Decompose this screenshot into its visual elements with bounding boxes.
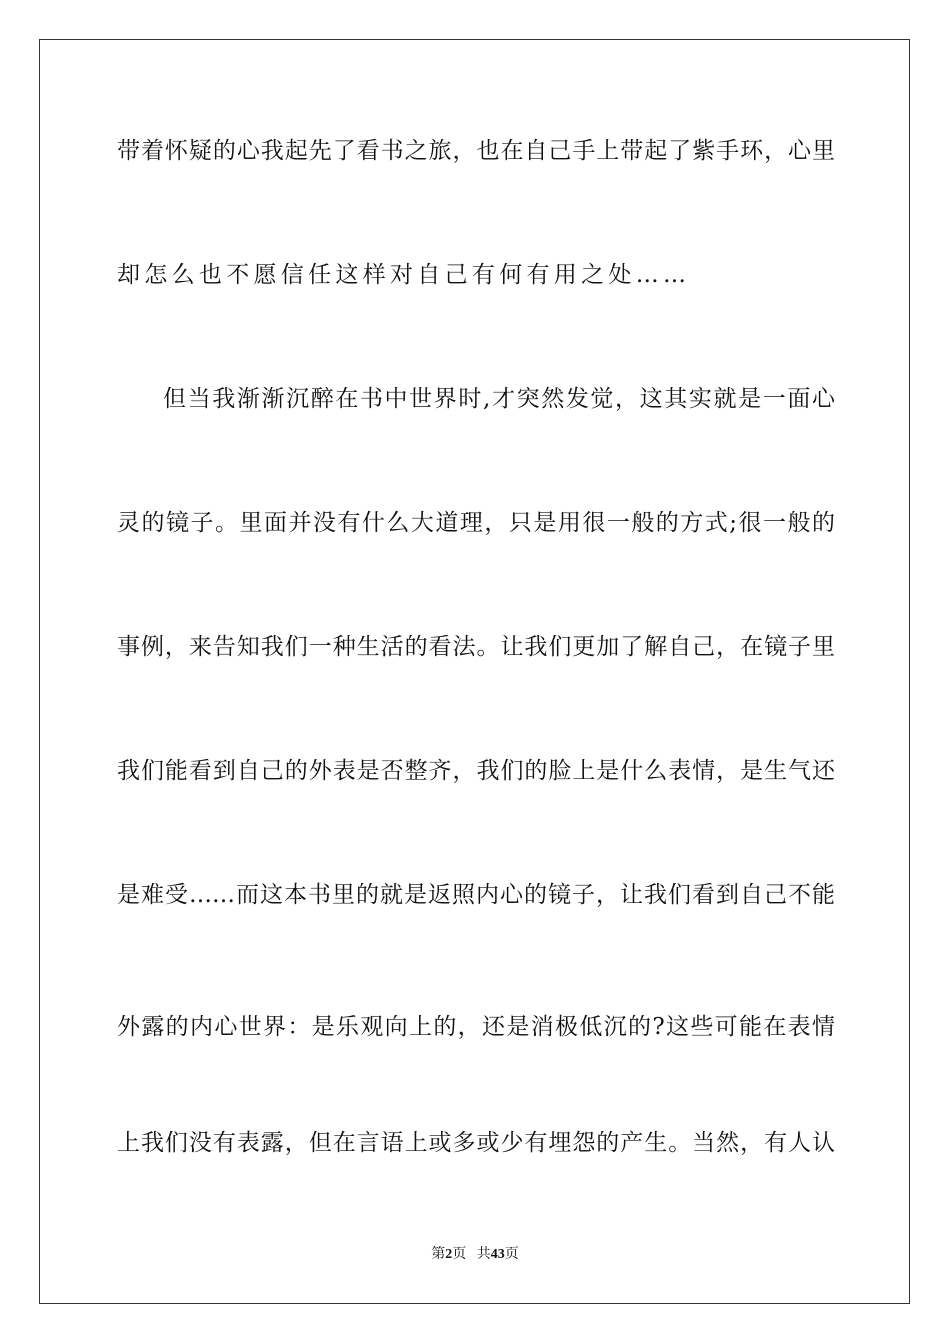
page-suffix: 页 <box>452 1247 467 1262</box>
text-line-6: 我们能看到自己的外表是否整齐，我们的脸上是什么表情，是生气还 <box>117 758 835 784</box>
text-line-7: 是难受……而这本书里的就是返照内心的镜子，让我们看到自己不能 <box>117 882 835 908</box>
text-line-3: 但当我渐渐沉醉在书中世界时,才突然发觉，这其实就是一面心 <box>163 386 835 412</box>
total-suffix: 页 <box>504 1247 519 1262</box>
total-prefix: 共 <box>476 1247 491 1262</box>
page-footer <box>0 1246 950 1264</box>
text-line-4: 灵的镜子。里面并没有什么大道理，只是用很一般的方式;很一般的 <box>117 510 835 536</box>
text-line-2: 却怎么也不愿信任这样对自己有何有用之处…… <box>117 262 691 288</box>
text-line-9: 上我们没有表露，但在言语上或多或少有埋怨的产生。当然，有人认 <box>117 1130 835 1156</box>
page-number: 2 <box>445 1247 453 1262</box>
text-line-5: 事例，来告知我们一种生活的看法。让我们更加了解自己，在镜子里 <box>117 634 835 660</box>
total-pages: 43 <box>490 1247 505 1262</box>
page-border <box>39 39 910 1304</box>
page-prefix: 第 <box>431 1247 446 1262</box>
text-line-8: 外露的内心世界：是乐观向上的，还是消极低沉的?这些可能在表情 <box>117 1014 835 1040</box>
text-line-1: 带着怀疑的心我起先了看书之旅，也在自己手上带起了紫手环，心里 <box>117 138 835 164</box>
